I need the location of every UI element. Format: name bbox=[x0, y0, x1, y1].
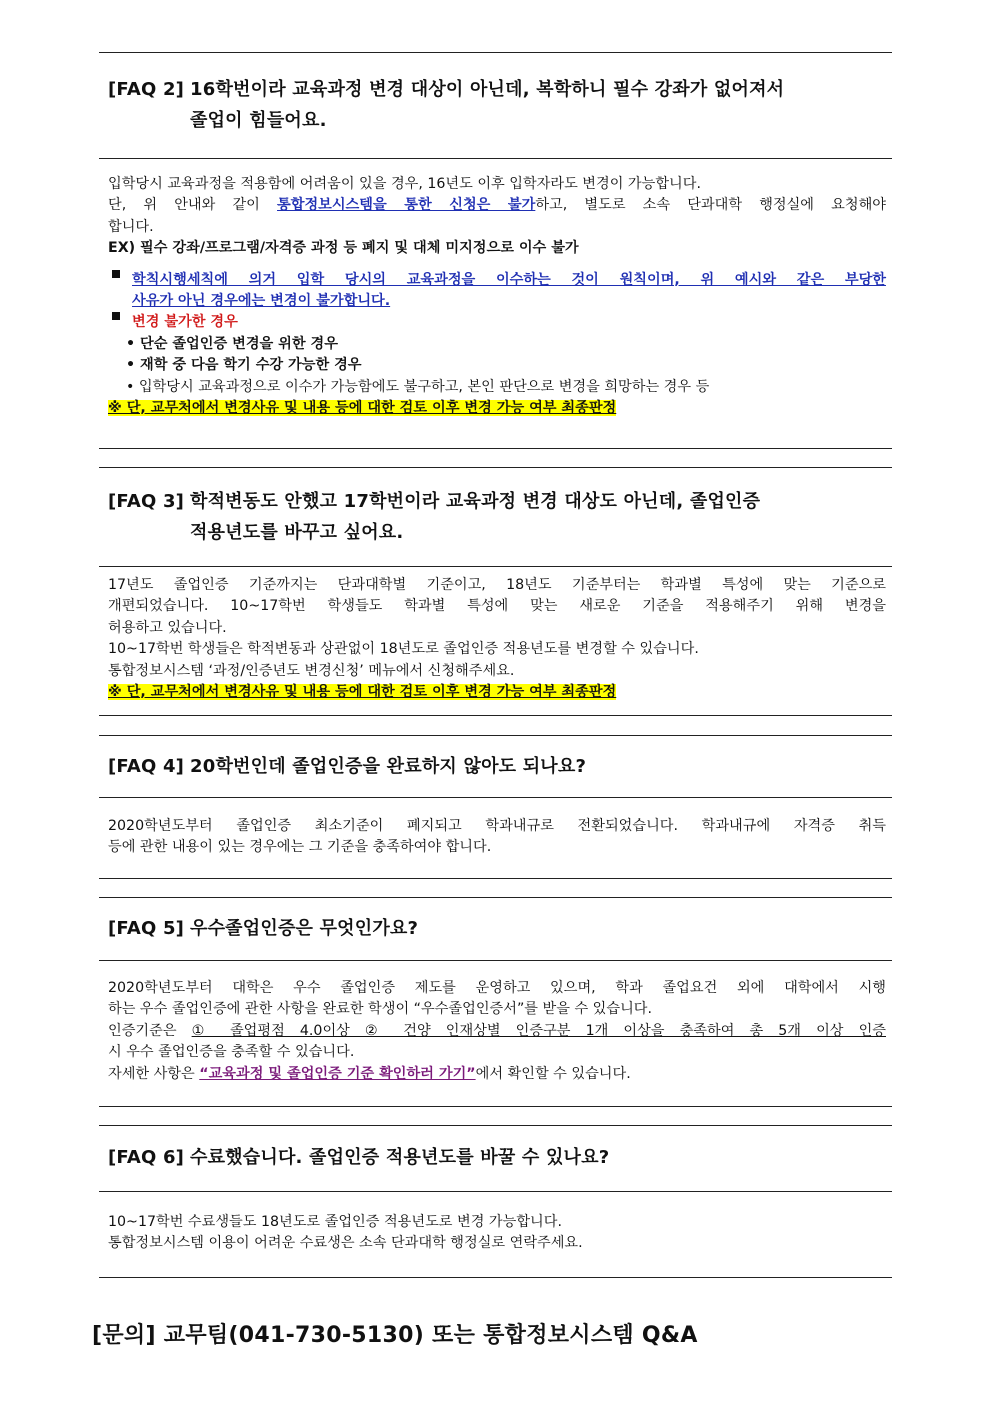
divider bbox=[99, 960, 892, 961]
divider bbox=[99, 566, 892, 567]
divider bbox=[99, 1277, 892, 1278]
faq6-question-line1: 수료했습니다. 졸업인증 적용년도를 바꿀 수 있나요? bbox=[190, 1147, 610, 1168]
divider bbox=[99, 878, 892, 879]
divider bbox=[99, 1191, 892, 1192]
faq3-answer-line4: 10~17학번 학생들은 학적변동과 상관없이 18년도로 졸업인증 적용년도를 변경할 수 있습니다. bbox=[108, 641, 699, 658]
faq5-answer-line4: 시 우수 졸업인증을 충족할 수 있습니다. bbox=[108, 1044, 355, 1061]
divider bbox=[99, 715, 892, 716]
faq4-answer-line1: 2020학년도부터 졸업인증 최소기준이 폐지되고 학과내규로 전환되었습니다. 학과내규에 자격증 취득 bbox=[108, 818, 886, 834]
faq5-question bbox=[108, 913, 898, 944]
faq6-question bbox=[108, 1142, 898, 1173]
faq4-answer bbox=[108, 816, 886, 859]
faq5-answer-line3: 인증기준은 ① 졸업평점 4.0이상 ② 건양 인재상별 인증구분 1개 이상을 충족하여 총 5개 이상 인증 bbox=[108, 1022, 886, 1039]
faq6-answer bbox=[108, 1212, 886, 1255]
faq3-answer bbox=[108, 575, 886, 703]
faq4-question bbox=[108, 751, 898, 782]
faq2-question-line2: 졸업이 힘들어요. bbox=[190, 110, 327, 131]
faq5-answer bbox=[108, 978, 886, 1085]
faq2-system-link[interactable]: 통합정보시스템을 통한 신청은 불가 bbox=[277, 197, 536, 214]
faq4-answer-line2: 등에 관한 내용이 있는 경우에는 그 기준을 충족하여야 합니다. bbox=[108, 839, 492, 856]
faq3-answer-line1: 17년도 졸업인증 기준까지는 단과대학별 기준이고, 18년도 기준부터는 학과별 특성에 맞는 기준으로 bbox=[108, 577, 886, 593]
faq3-question-line1: 학적변동도 안했고 17학번이라 교육과정 변경 대상도 아닌데, 졸업인증 bbox=[190, 491, 761, 512]
faq2-question bbox=[108, 74, 898, 136]
faq2-answer-line2: 단, 위 안내와 같이 통합정보시스템을 통한 신청은 불가하고, 별도로 소속 단과대학 행정실에 요청해야 bbox=[108, 197, 886, 214]
faq6-answer-line1: 10~17학번 수료생들도 18년도로 졸업인증 적용년도로 변경 가능합니다. bbox=[108, 1214, 562, 1230]
divider bbox=[99, 897, 892, 898]
faq3-tag: [FAQ 3] bbox=[108, 491, 185, 512]
divider bbox=[99, 735, 892, 736]
faq6-tag: [FAQ 6] bbox=[108, 1147, 185, 1168]
faq2-no-change-case2: • 재학 중 다음 학기 수강 가능한 경우 bbox=[126, 357, 362, 374]
faq4-tag: [FAQ 4] bbox=[108, 756, 185, 777]
faq3-answer-line5: 통합정보시스템 ‘과정/인증년도 변경신청’ 메뉴에서 신청해주세요. bbox=[108, 662, 515, 679]
faq3-answer-line2: 개편되었습니다. 10~17학번 학생들도 학과별 특성에 맞는 새로운 기준을 적용해주기 위해 변경을 bbox=[108, 598, 886, 615]
faq2-answer-line1: 입학당시 교육과정을 적용함에 어려움이 있을 경우, 16년도 이후 입학자라도 변경이 가능합니다. bbox=[108, 176, 701, 192]
contact-footer: [문의] 교무팀(041-730-5130) 또는 통합정보시스템 Q&A bbox=[92, 1323, 698, 1348]
faq5-tag: [FAQ 5] bbox=[108, 918, 185, 939]
faq2-answer bbox=[108, 174, 886, 419]
faq5-question-line1: 우수졸업인증은 무엇인가요? bbox=[190, 918, 419, 939]
faq3-question bbox=[108, 486, 898, 548]
faq3-note: ※ 단, 교무처에서 변경사유 및 내용 등에 대한 검토 이후 변경 가능 여부 최종판정 bbox=[108, 684, 617, 701]
faq2-answer-line3: 합니다. bbox=[108, 218, 154, 235]
faq5-answer-line5: 자세한 사항은 “교육과정 및 졸업인증 기준 확인하러 가기”에서 확인할 수 있습니다. bbox=[108, 1065, 631, 1082]
faq2-rule-line2: 사유가 아닌 경우에는 변경이 불가합니다. bbox=[132, 293, 391, 310]
faq2-note: ※ 단, 교무처에서 변경사유 및 내용 등에 대한 검토 이후 변경 가능 여부 최종판정 bbox=[108, 400, 617, 417]
divider bbox=[99, 158, 892, 159]
faq2-no-change-title: 변경 불가한 경우 bbox=[132, 314, 238, 331]
faq2-question-line1: 16학번이라 교육과정 변경 대상이 아닌데, 복학하니 필수 강좌가 없어져서 bbox=[190, 79, 785, 100]
faq2-tag: [FAQ 2] bbox=[108, 79, 185, 100]
divider bbox=[99, 467, 892, 468]
faq5-answer-line2: 하는 우수 졸업인증에 관한 사항을 완료한 학생이 “우수졸업인증서”를 받을 수 있습니다. bbox=[108, 1001, 652, 1018]
faq2-example: EX) 필수 강좌/프로그램/자격증 과정 등 폐지 및 대체 미지정으로 이수 불가 bbox=[108, 240, 579, 257]
faq5-answer-line1: 2020학년도부터 대학은 우수 졸업인증 제도를 운영하고 있으며, 학과 졸업요건 외에 대학에서 시행 bbox=[108, 980, 886, 996]
faq6-answer-line2: 통합정보시스템 이용이 어려운 수료생은 소속 단과대학 행정실로 연락주세요. bbox=[108, 1235, 583, 1252]
divider bbox=[99, 52, 892, 53]
faq3-question-line2: 적용년도를 바꾸고 싶어요. bbox=[190, 522, 404, 543]
faq2-rule-item bbox=[108, 270, 886, 313]
divider bbox=[99, 797, 892, 798]
faq4-question-line1: 20학번인데 졸업인증을 완료하지 않아도 되나요? bbox=[190, 756, 587, 777]
faq5-criteria: ① 졸업평점 4.0이상 ② 건양 인재상별 인증구분 1개 이상을 충족하여 총 5개 이상 인증 bbox=[191, 1022, 886, 1039]
square-bullet-icon bbox=[112, 270, 120, 278]
divider bbox=[99, 1125, 892, 1126]
divider bbox=[99, 448, 892, 449]
faq2-rule-line1: 학칙시행세칙에 의거 입학 당시의 교육과정을 이수하는 것이 원칙이며, 위 예시와 같은 부당한 bbox=[132, 271, 886, 288]
faq3-answer-line3: 허용하고 있습니다. bbox=[108, 619, 227, 636]
faq2-no-change-case3: • 입학당시 교육과정으로 이수가 가능함에도 불구하고, 본인 판단으로 변경을 희망하는 경우 등 bbox=[126, 378, 710, 395]
faq2-no-change-item bbox=[108, 312, 886, 333]
faq5-curriculum-link[interactable]: “교육과정 및 졸업인증 기준 확인하러 가기” bbox=[199, 1065, 476, 1082]
divider bbox=[99, 1106, 892, 1107]
square-bullet-icon bbox=[112, 312, 120, 320]
faq2-no-change-case1: • 단순 졸업인증 변경을 위한 경우 bbox=[126, 335, 338, 352]
